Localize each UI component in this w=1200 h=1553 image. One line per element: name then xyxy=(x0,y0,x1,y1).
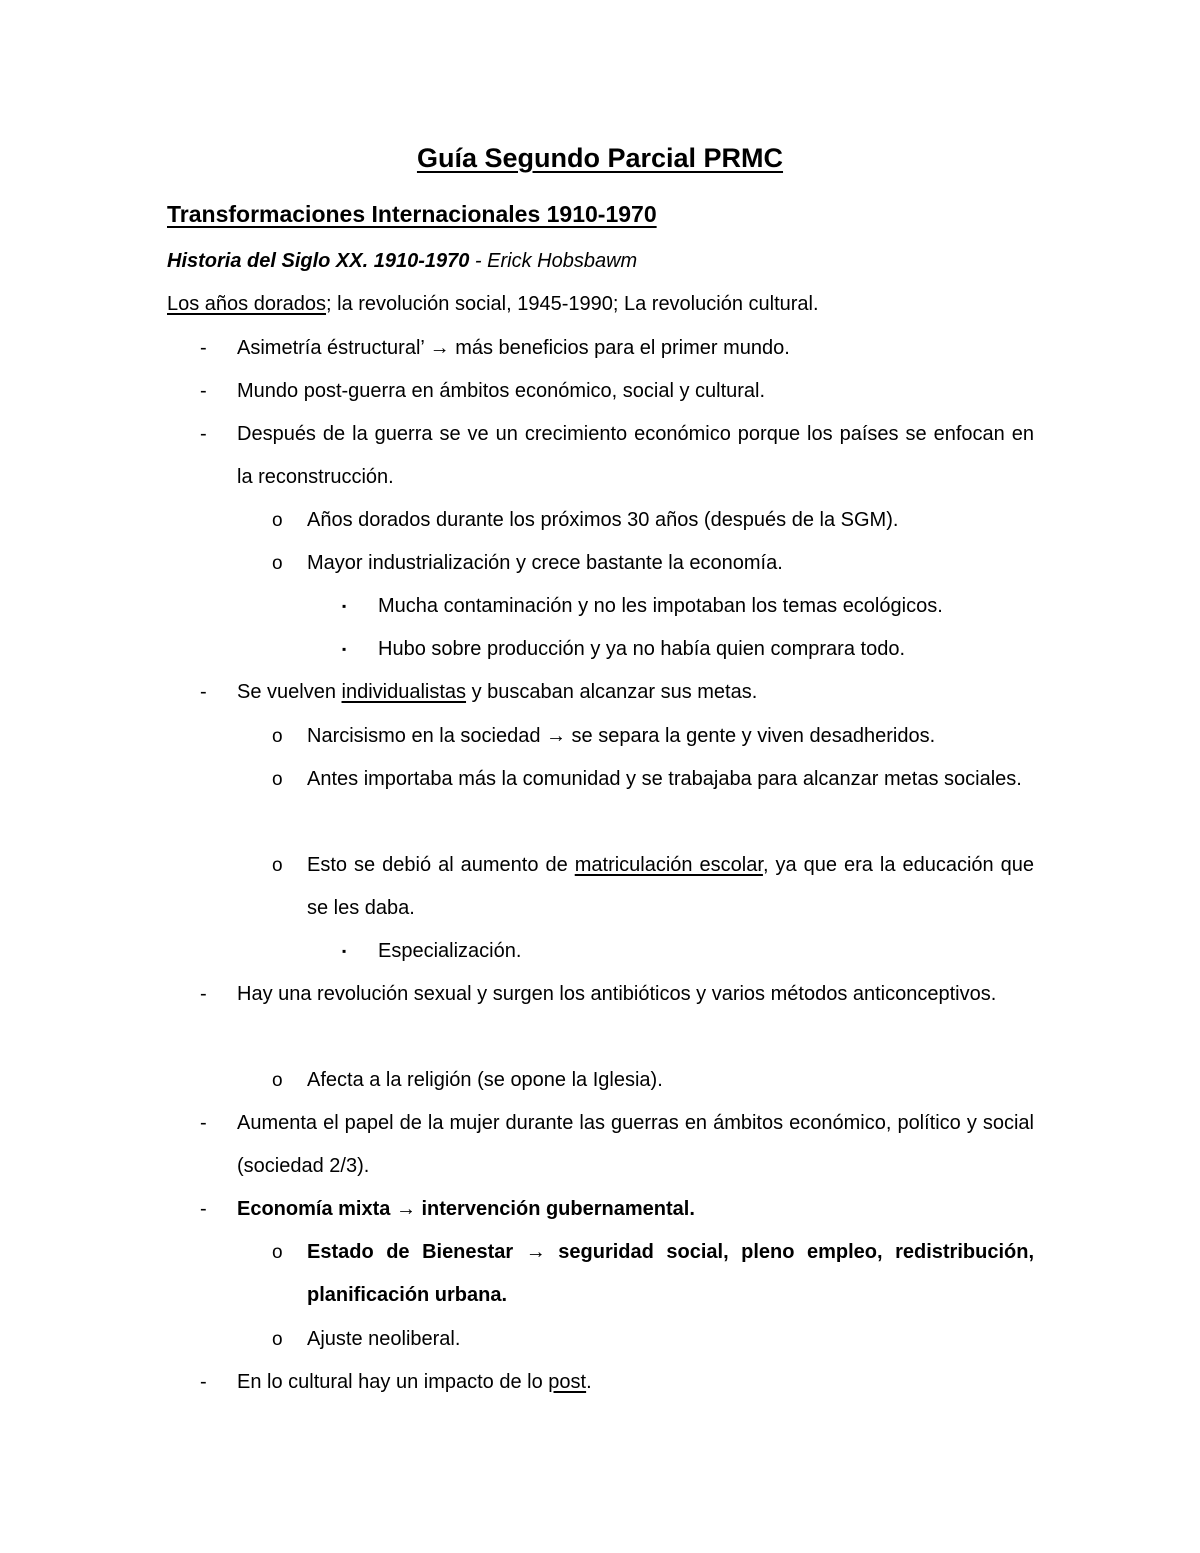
arrow-icon: → xyxy=(546,725,566,747)
topic-rest: ; la revolución social, 1945-1990; La revolución cultural. xyxy=(326,293,819,315)
source-author: - Erick Hobsbawm xyxy=(469,250,638,272)
arrow-icon: → xyxy=(395,1198,416,1220)
list-item: Mayor industrialización y crece bastante la economía. xyxy=(307,552,783,574)
dash-bullet: - xyxy=(200,1371,207,1393)
document-title: Guía Segundo Parcial PRMC xyxy=(416,143,784,173)
list-item: Aumenta el papel de la mujer durante las guerras en ámbitos económico, político y social (sociedad 2/3). xyxy=(237,1112,1034,1177)
arrow-icon: → xyxy=(429,337,450,359)
circle-bullet: o xyxy=(272,1070,283,1091)
list-item: Hubo sobre producción y ya no había quien comprara todo. xyxy=(378,638,906,660)
topic-underlined: Los años dorados xyxy=(167,293,327,315)
list-item: Años dorados durante los próximos 30 años (después de la SGM). xyxy=(307,509,899,531)
dash-bullet: - xyxy=(200,380,207,402)
dash-bullet: - xyxy=(200,423,207,445)
source-line xyxy=(167,250,637,273)
section-title: Transformaciones Internacionales 1910-1970 xyxy=(167,201,657,227)
arrow-icon: → xyxy=(525,1241,546,1263)
list-item: Hay una revolución sexual y surgen los antibióticos y varios métodos anticonceptivos. xyxy=(237,983,997,1005)
underlined-term: individualistas xyxy=(341,681,467,703)
list-item: Narcisismo en la sociedad → se separa la gente y viven desadheridos. xyxy=(307,725,936,747)
dash-bullet: - xyxy=(200,681,207,703)
circle-bullet: o xyxy=(272,769,283,790)
list-item: Ajuste neoliberal. xyxy=(307,1328,461,1350)
circle-bullet: o xyxy=(272,510,283,531)
square-bullet: ▪ xyxy=(342,599,347,613)
list-item: Antes importaba más la comunidad y se trabajaba para alcanzar metas sociales. xyxy=(307,768,1022,790)
underlined-term: matriculación escolar xyxy=(574,854,763,876)
source-book: Historia del Siglo XX. 1910-1970 xyxy=(167,250,470,272)
list-item: Estado de Bienestar → seguridad social, pleno empleo, redistribución, planificación urbana. xyxy=(307,1241,1035,1306)
dash-bullet: - xyxy=(200,1112,207,1134)
list-item: Asimetría éstructural’ → más beneficios para el primer mundo. xyxy=(237,337,790,359)
circle-bullet: o xyxy=(272,726,283,747)
square-bullet: ▪ xyxy=(342,944,347,958)
list-item: Mucha contaminación y no les impotaban los temas ecológicos. xyxy=(378,595,943,617)
list-item: Afecta a la religión (se opone la Iglesia). xyxy=(307,1069,663,1091)
dash-bullet: - xyxy=(200,983,207,1005)
circle-bullet: o xyxy=(272,1329,283,1350)
dash-bullet: - xyxy=(200,337,207,359)
circle-bullet: o xyxy=(272,1242,283,1263)
list-item: Esto se debió al aumento de matriculación escolar, ya que era la educación que se les daba. xyxy=(307,854,1035,919)
list-item: Especialización. xyxy=(378,940,522,962)
list-item: Después de la guerra se ve un crecimiento económico porque los países se enfocan en la reconstrucción. xyxy=(237,423,1034,488)
underlined-term: post xyxy=(548,1371,587,1393)
list-item: Se vuelven individualistas y buscaban alcanzar sus metas. xyxy=(237,681,758,703)
list-item: Mundo post-guerra en ámbitos económico, social y cultural. xyxy=(237,380,766,402)
circle-bullet: o xyxy=(272,855,283,876)
topic-line xyxy=(167,293,819,316)
list-item: En lo cultural hay un impacto de lo post. xyxy=(237,1371,592,1393)
circle-bullet: o xyxy=(272,553,283,574)
square-bullet: ▪ xyxy=(342,642,347,656)
list-item: Economía mixta → intervención gubernamental. xyxy=(237,1198,695,1220)
dash-bullet: - xyxy=(200,1198,207,1220)
